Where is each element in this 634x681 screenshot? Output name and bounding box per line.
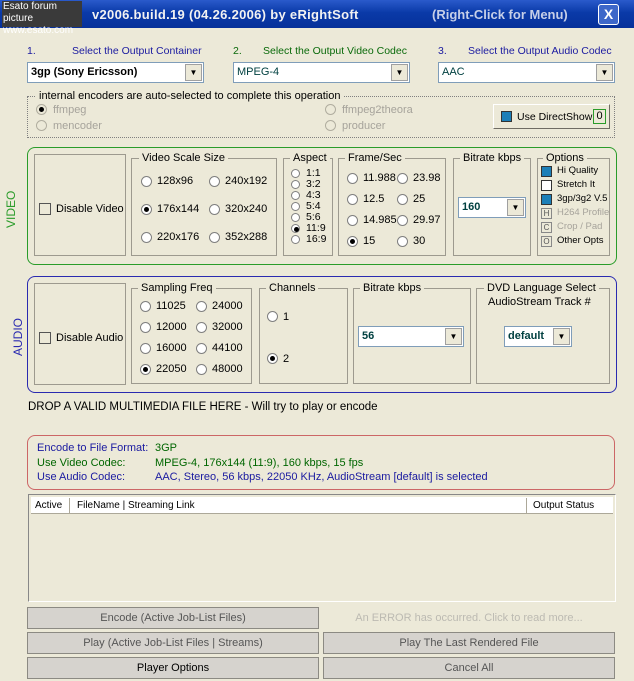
audio-codec-select-value: AAC — [442, 66, 465, 78]
fps-14-985-radio[interactable] — [347, 215, 358, 226]
ffmpeg-label: ffmpeg — [53, 104, 87, 116]
audio-bitrate-value: 56 — [362, 330, 375, 342]
right-click-hint: (Right-Click for Menu) — [432, 7, 568, 22]
aspect-4-3-label: 4:3 — [306, 189, 321, 201]
container-select[interactable] — [27, 62, 204, 83]
aspect-5-4-radio[interactable] — [291, 202, 300, 211]
video-bitrate-legend: Bitrate kbps — [460, 152, 524, 164]
fps-15-radio[interactable] — [347, 236, 358, 247]
aspect-5-6-radio[interactable] — [291, 213, 300, 222]
col-divider — [526, 498, 527, 513]
freq-48000-label: 48000 — [212, 363, 243, 375]
play-button[interactable]: Play (Active Job-List Files | Streams) — [27, 632, 319, 654]
freq-44100-label: 44100 — [212, 342, 243, 354]
aspect-5-4-label: 5:4 — [306, 200, 321, 212]
audio-codec-summary: AAC, Stereo, 56 kbps, 22050 KHz, AudioStream [default] is selected — [155, 471, 488, 483]
freq-24000-label: 24000 — [212, 300, 243, 312]
video-codec-label: Use Video Codec: — [37, 457, 126, 469]
disable-audio-label: Disable Audio — [56, 332, 124, 344]
aspect-4-3-radio[interactable] — [291, 191, 300, 200]
fps-29-97-label: 29.97 — [413, 214, 441, 226]
option-indicator-0[interactable] — [541, 166, 552, 177]
aspect-11-9-label: 11:9 — [306, 222, 326, 234]
audio-codec-select[interactable] — [438, 62, 615, 83]
option-label-5[interactable]: Other Opts — [557, 235, 604, 246]
encoders-legend: internal encoders are auto-selected to complete this operation — [36, 90, 343, 102]
fps-11-988-label: 11.988 — [363, 172, 396, 184]
col-status[interactable]: Output Status — [533, 500, 595, 511]
freq-16000-label: 16000 — [156, 342, 187, 354]
title-bar[interactable] — [0, 0, 634, 36]
aspect-11-9-radio[interactable] — [291, 224, 300, 233]
disable-video-label: Disable Video — [56, 203, 124, 215]
format-value: 3GP — [155, 442, 178, 454]
video-codec-summary: MPEG-4, 176x144 (11:9), 160 kbps, 15 fps — [155, 457, 364, 469]
freq-24000-radio[interactable] — [196, 301, 207, 312]
video-bitrate-select[interactable] — [458, 197, 526, 218]
option-label-4[interactable]: Crop / Pad — [557, 221, 603, 232]
format-label: Encode to File Format: — [37, 442, 149, 454]
audiostream-value: default — [508, 330, 545, 342]
channel-radio-1[interactable] — [267, 311, 278, 322]
chevron-down-icon[interactable]: ▼ — [185, 64, 202, 81]
freq-11025-label: 11025 — [156, 300, 186, 312]
option-indicator-5[interactable]: O — [541, 236, 552, 247]
freq-44100-radio[interactable] — [196, 343, 207, 354]
freq-11025-radio[interactable] — [140, 301, 151, 312]
disable-audio-checkbox[interactable] — [39, 332, 51, 344]
option-label-0[interactable]: Hi Quality — [557, 165, 599, 176]
scale-320x240-label: 320x240 — [225, 203, 268, 215]
audiostream-select[interactable] — [504, 326, 572, 347]
audio-bitrate-legend: Bitrate kbps — [360, 282, 424, 294]
close-button[interactable]: X — [598, 4, 619, 25]
aspect-16-9-radio[interactable] — [291, 235, 300, 244]
chevron-down-icon[interactable]: ▼ — [507, 199, 524, 216]
error-link[interactable]: An ERROR has occurred. Click to read more... — [355, 612, 583, 624]
video-side-label: VIDEO — [4, 190, 18, 228]
video-codec-select[interactable] — [233, 62, 410, 83]
fps-30-label: 30 — [413, 235, 426, 247]
audio-bitrate-select[interactable] — [358, 326, 464, 347]
scale-240x192-label: 240x192 — [225, 175, 268, 187]
freq-22050-label: 22050 — [156, 363, 187, 375]
mencoder-label: mencoder — [53, 120, 102, 132]
scale-220x176-label: 220x176 — [157, 231, 200, 243]
step1-number: 1. — [27, 45, 36, 57]
chevron-down-icon[interactable]: ▼ — [445, 328, 462, 345]
option-indicator-2[interactable] — [541, 194, 552, 205]
option-label-3[interactable]: H264 Profile — [557, 207, 610, 218]
cancel-all-button[interactable]: Cancel All — [323, 657, 615, 679]
freq-legend: Sampling Freq — [138, 282, 216, 294]
col-active[interactable]: Active — [35, 500, 63, 511]
watermark-line-2: www.esato.com — [3, 25, 74, 36]
dvd-legend-2: AudioStream Track # — [488, 296, 591, 308]
step2-label: Select the Output Video Codec — [263, 45, 407, 57]
scale-176x144-label: 176x144 — [157, 203, 200, 215]
directshow-value: 0 — [593, 109, 606, 124]
directshow-label: Use DirectShow — [517, 111, 593, 123]
directshow-toggle[interactable] — [493, 104, 610, 129]
job-list[interactable] — [28, 494, 616, 602]
chevron-down-icon[interactable]: ▼ — [391, 64, 408, 81]
scale-176x144-radio[interactable] — [141, 204, 152, 215]
scale-352x288-label: 352x288 — [225, 231, 268, 243]
aspect-16-9-label: 16:9 — [306, 233, 327, 245]
option-indicator-1[interactable] — [541, 180, 552, 191]
scale-220x176-radio[interactable] — [141, 232, 152, 243]
video-codec-select-value: MPEG-4 — [237, 66, 280, 78]
chevron-down-icon[interactable]: ▼ — [553, 328, 570, 345]
scale-128x96-label: 128x96 — [157, 175, 194, 187]
aspect-3-2-radio[interactable] — [291, 180, 300, 189]
aspect-legend: Aspect — [290, 152, 330, 164]
video-bitrate-value: 160 — [462, 201, 481, 213]
channel-radio-2[interactable] — [267, 353, 278, 364]
freq-16000-radio[interactable] — [140, 343, 151, 354]
freq-12000-radio[interactable] — [140, 322, 151, 333]
step3-label: Select the Output Audio Codec — [468, 45, 612, 57]
freq-12000-label: 12000 — [156, 321, 187, 333]
fps-30-radio[interactable] — [397, 236, 408, 247]
producer-radio — [325, 120, 336, 131]
channels-group — [259, 288, 348, 384]
option-label-1[interactable]: Stretch It — [557, 179, 596, 190]
fps-11-988-radio[interactable] — [347, 173, 358, 184]
step3-number: 3. — [438, 45, 447, 57]
mencoder-radio — [36, 120, 47, 131]
fps-25-label: 25 — [413, 193, 426, 205]
player-options-button[interactable]: Player Options — [27, 657, 319, 679]
freq-48000-radio[interactable] — [196, 364, 207, 375]
col-filename[interactable]: FileName | Streaming Link — [77, 500, 195, 511]
scale-320x240-radio[interactable] — [209, 204, 220, 215]
disable-video-checkbox[interactable] — [39, 203, 51, 215]
col-divider — [69, 498, 70, 513]
fps-14-985-label: 14.985 — [363, 214, 397, 226]
audio-codec-label: Use Audio Codec: — [37, 471, 126, 483]
channel-label-2: 2 — [283, 353, 290, 365]
window-title: v2006.build.19 (04.26.2006) by eRightSoft — [92, 7, 359, 22]
freq-32000-radio[interactable] — [196, 322, 207, 333]
encode-button[interactable]: Encode (Active Job-List Files) — [27, 607, 319, 629]
aspect-5-6-label: 5:6 — [306, 211, 321, 223]
step1-label: Select the Output Container — [72, 45, 202, 57]
ffmpeg2theora-label: ffmpeg2theora — [342, 104, 413, 116]
aspect-1-1-radio[interactable] — [291, 169, 300, 178]
play-last-button[interactable]: Play The Last Rendered File — [323, 632, 615, 654]
producer-label: producer — [342, 120, 386, 132]
fps-15-label: 15 — [363, 235, 376, 247]
aspect-1-1-label: 1:1 — [306, 167, 321, 179]
step2-number: 2. — [233, 45, 242, 57]
channels-legend: Channels — [266, 282, 318, 294]
freq-32000-label: 32000 — [212, 321, 243, 333]
channel-label-1: 1 — [283, 311, 290, 323]
options-legend: Options — [543, 152, 587, 164]
fps-23-98-radio[interactable] — [397, 173, 408, 184]
chevron-down-icon[interactable]: ▼ — [596, 64, 613, 81]
option-label-2[interactable]: 3gp/3g2 V.5 — [557, 193, 608, 204]
container-select-value: 3gp (Sony Ericsson) — [31, 66, 138, 78]
directshow-indicator — [501, 111, 512, 122]
scale-352x288-radio[interactable] — [209, 232, 220, 243]
watermark-line-1: Esato forum picture — [3, 1, 57, 24]
freq-22050-radio[interactable] — [140, 364, 151, 375]
dvd-legend-1: DVD Language Select — [484, 282, 599, 294]
ffmpeg-radio — [36, 104, 47, 115]
drop-zone-text[interactable]: DROP A VALID MULTIMEDIA FILE HERE - Will try to play or encode — [28, 401, 378, 413]
fps-29-97-radio[interactable] — [397, 215, 408, 226]
scale-240x192-radio[interactable] — [209, 176, 220, 187]
fps-legend: Frame/Sec — [345, 152, 405, 164]
audio-side-label: AUDIO — [11, 317, 25, 356]
option-indicator-3[interactable]: H — [541, 208, 552, 219]
fps-12-5-radio[interactable] — [347, 194, 358, 205]
fps-25-radio[interactable] — [397, 194, 408, 205]
watermark — [2, 1, 82, 36]
option-indicator-4[interactable]: C — [541, 222, 552, 233]
fps-23-98-label: 23.98 — [413, 172, 441, 184]
aspect-3-2-label: 3:2 — [306, 178, 321, 190]
fps-12-5-label: 12.5 — [363, 193, 385, 205]
scale-legend: Video Scale Size — [139, 152, 228, 164]
ffmpeg2theora-radio — [325, 104, 336, 115]
scale-128x96-radio[interactable] — [141, 176, 152, 187]
